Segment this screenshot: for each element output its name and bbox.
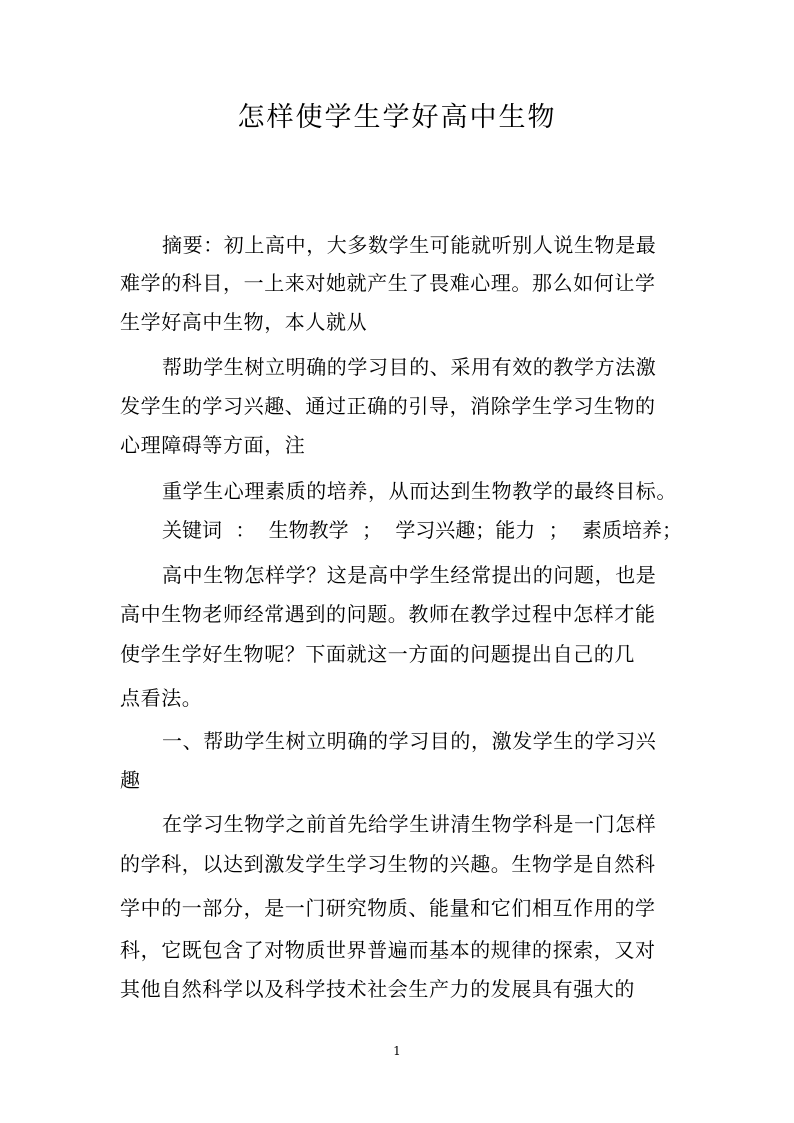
body-line: 使学生学好生物呢？下面就这一方面的问题提出自己的几: [120, 642, 635, 666]
page-number: 1: [393, 1044, 401, 1058]
section-heading: 趣: [120, 768, 141, 792]
body-line: 发学生的学习兴趣、通过正确的引导，消除学生学习生物的: [120, 394, 656, 418]
keyword: 生物教学: [268, 518, 349, 542]
section-heading: 一、帮助学生树立明确的学习目的，激发学生的学习兴: [162, 729, 657, 753]
body-line: 难学的科目，一上来对她就产生了畏难心理。那么如何让学: [120, 271, 656, 295]
body-line: 科，它既包含了对物质世界普遍而基本的规律的探索，又对: [120, 938, 656, 962]
body-line: 摘要：初上高中，大多数学生可能就听别人说生物是最: [162, 233, 657, 257]
body-line: 心理障碍等方面，注: [120, 433, 306, 457]
body-line: 生学好高中生物，本人就从: [120, 310, 368, 334]
keywords-label: 关键词: [162, 518, 222, 542]
body-line: 高中生物老师经常遇到的问题。教师在教学过程中怎样才能: [120, 602, 656, 626]
keywords-separator: ；: [548, 518, 569, 542]
body-line: 帮助学生树立明确的学习目的、采用有效的教学方法激: [162, 355, 657, 379]
page-title: 怎样使学生学好高中生物: [237, 102, 557, 133]
body-line: 重学生心理素质的培养，从而达到生物教学的最终目标。: [162, 479, 677, 503]
body-line: 其他自然科学以及科学技术社会生产力的发展具有强大的: [120, 977, 635, 1001]
keywords-separator: ：: [235, 518, 256, 542]
keywords-separator: ；: [361, 518, 382, 542]
keyword: 学习兴趣；能力: [395, 518, 536, 542]
body-line: 学中的一部分，是一门研究物质、能量和它们相互作用的学: [120, 896, 656, 920]
body-line: 点看法。: [120, 686, 203, 710]
body-line: 的学科，以达到激发学生学习生物的兴趣。生物学是自然科: [120, 852, 656, 876]
keyword: 素质培养；: [581, 518, 682, 542]
body-line: 高中生物怎样学？这是高中学生经常提出的问题，也是: [162, 563, 657, 587]
body-line: 在学习生物学之前首先给学生讲清生物学科是一门怎样: [162, 812, 657, 836]
keywords-line: [162, 516, 682, 544]
